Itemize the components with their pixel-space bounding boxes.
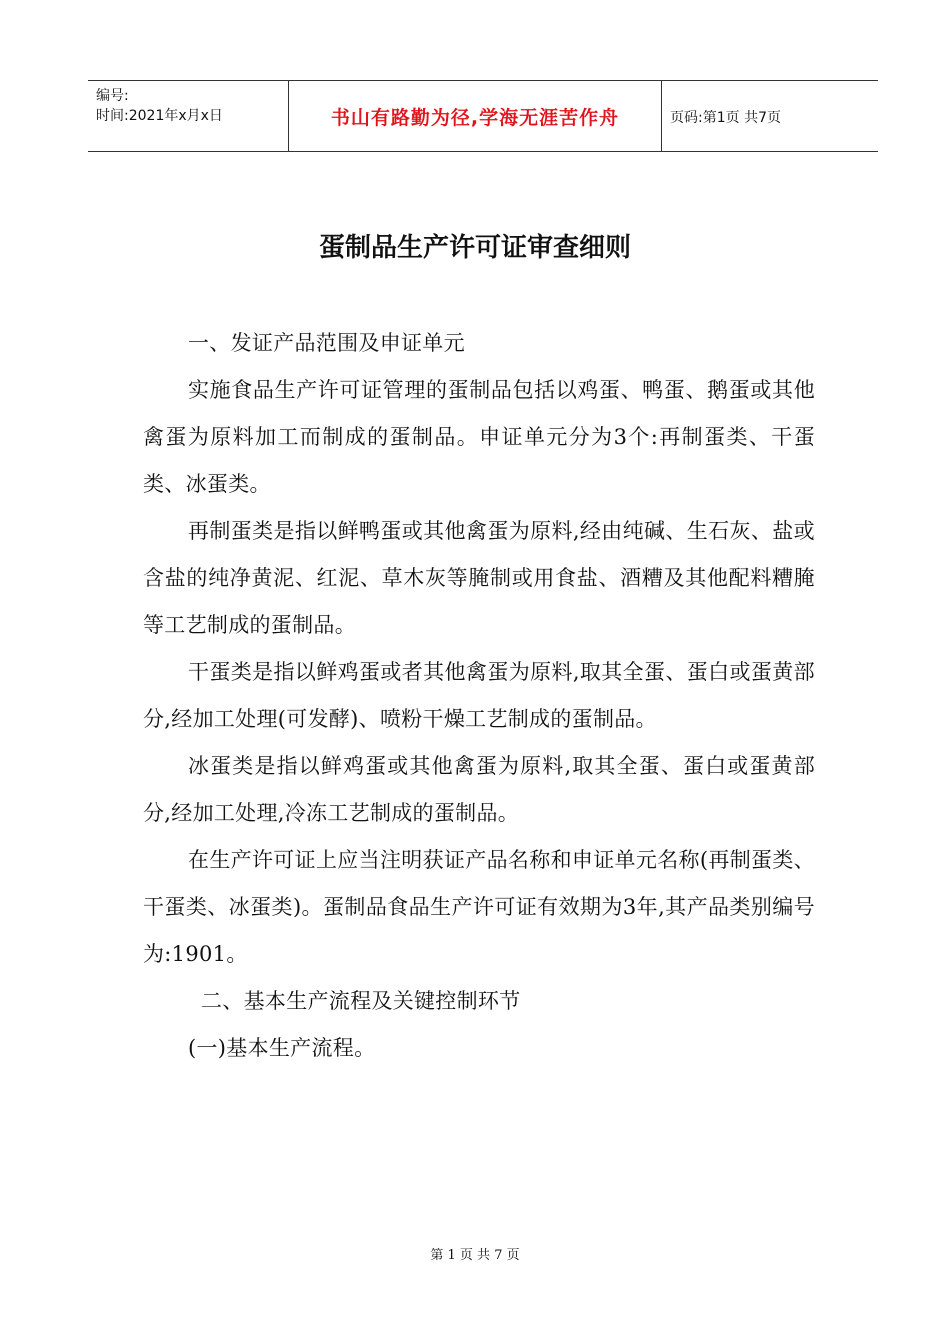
body-paragraph: 在生产许可证上应当注明获证产品名称和申证单元名称(再制蛋类、干蛋类、冰蛋类)。蛋制品食品生产许可证有效期为3年,其产品类别编号为:1901。	[143, 848, 815, 966]
document-time-label: 时间:2021年x月x日	[96, 108, 223, 124]
header-page-cell	[662, 81, 878, 151]
header-page-info: 页码:第1页 共7页	[670, 110, 781, 126]
document-body	[143, 320, 815, 1072]
document-number-label: 编号:	[96, 88, 129, 104]
document-title: 蛋制品生产许可证审查细则	[318, 233, 631, 263]
subsection-heading: (一)基本生产流程。	[188, 1036, 376, 1060]
body-paragraph: 再制蛋类是指以鲜鸭蛋或其他禽蛋为原料,经由纯碱、生石灰、盐或含盐的纯净黄泥、红泥、草木灰等腌制或用食盐、酒糟及其他配料糟腌等工艺制成的蛋制品。	[143, 519, 815, 637]
section-heading-2: 二、基本生产流程及关键控制环节	[201, 989, 521, 1013]
section-heading-1: 一、发证产品范围及申证单元	[188, 331, 465, 355]
header-motto: 书山有路勤为径,学海无涯苦作舟	[330, 107, 620, 129]
page-footer: 第 1 页 共 7 页	[430, 1248, 520, 1263]
body-paragraph: 冰蛋类是指以鲜鸡蛋或其他禽蛋为原料,取其全蛋、蛋白或蛋黄部分,经加工处理,冷冻工艺制成的蛋制品。	[143, 754, 815, 825]
body-paragraph: 干蛋类是指以鲜鸡蛋或者其他禽蛋为原料,取其全蛋、蛋白或蛋黄部分,经加工处理(可发酵)、喷粉干燥工艺制成的蛋制品。	[143, 660, 815, 731]
page-header	[88, 80, 878, 152]
body-paragraph: 实施食品生产许可证管理的蛋制品包括以鸡蛋、鸭蛋、鹅蛋或其他禽蛋为原料加工而制成的蛋制品。申证单元分为3个:再制蛋类、干蛋类、冰蛋类。	[143, 378, 815, 496]
header-motto-cell	[289, 81, 662, 151]
header-meta-cell	[88, 81, 289, 151]
